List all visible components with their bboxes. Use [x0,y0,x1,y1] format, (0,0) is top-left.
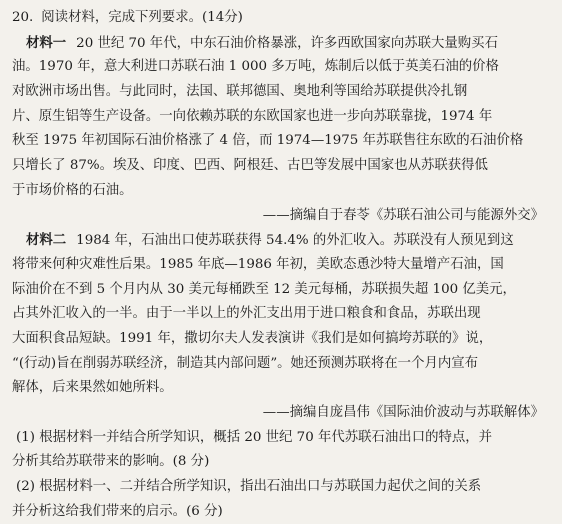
material-1-source: ——摘编自于春苓《苏联石油公司与能源外交》 [262,207,544,223]
material-2-line: 解体，后来果然如她所料。 [12,380,173,396]
material-1-label: 材料一 [26,34,67,51]
material-1-line: 油。1970 年，意大利进口苏联石油 1 000 多万吨，炼制后以低于英美石油的价格 [12,59,499,75]
question-number: 20. [12,10,34,25]
material-2-line: 材料二 1984 年，石油出口使苏联获得 54.4% 的外汇收入。苏联没有人预见到这 [26,232,514,249]
question-header [12,6,552,31]
material-2-source: ——摘编自庞昌伟《国际油价波动与苏联解体》 [262,405,544,420]
material-2-line: 占其外汇收入的一半。由于一半以上的外汇支出用于进口粮食和食品，苏联出现 [12,306,481,322]
subquestion-2 [12,475,552,524]
material-1-line: 片、原生铝等生产设备。一向依赖苏联的东欧国家也进一步向苏联靠拢，1974 年 [12,108,493,124]
material-2-line: “(行动)旨在削弱苏联经济，制造其内部问题”。她还预测苏联将在一个月内宣布 [12,355,479,371]
material-2-line: 际油价在不到 5 个月内从 30 美元每桶跌至 12 美元每桶，苏联损失超 100 亿美元， [12,281,516,297]
question-instruction: 阅读材料，完成下列要求。(14分) [41,10,243,25]
subquestion-line: 并分析这给我们带来的启示。(6 分) [12,503,223,519]
material-1 [12,31,552,229]
material-1-line: 只增长了 87%。埃及、印度、巴西、阿根廷、古巴等发展中国家也从苏联获得低 [12,158,488,174]
material-2-line: 将带来何种灾难性后果。1985 年底—1986 年初，美欧态恿沙特大量增产石油，国 [12,256,504,272]
material-1-line: 材料一 20 世纪 70 年代，中东石油价格暴涨，许多西欧国家向苏联大量购买石 [26,34,498,51]
material-1-line: 于市场价格的石油。 [12,182,133,198]
material-2 [12,228,552,426]
material-1-line: 秋至 1975 年初国际石油价格涨了 4 倍，而 1974—1975 年苏联售往东欧的石油价格 [12,133,524,149]
material-2-label: 材料二 [26,232,67,249]
subquestion-1 [12,426,552,475]
material-2-line: 大面积食品短缺。1991 年，撒切尔夫人发表演讲《我们是如何搞垮苏联的》说， [12,330,493,346]
subquestion-line: (2) 根据材料一、二并结合所学知识，指出石油出口与苏联国力起伏之间的关系 [16,479,482,495]
subquestion-line: 分析其给苏联带来的影响。(8 分) [12,454,210,470]
material-1-line: 对欧洲市场出售。与此同时，法国、联邦德国、奥地利等国给苏联提供冷扎钢 [12,84,468,100]
subquestion-line: (1) 根据材料一并结合所学知识，概括 20 世纪 70 年代苏联石油出口的特点，并 [16,429,493,445]
